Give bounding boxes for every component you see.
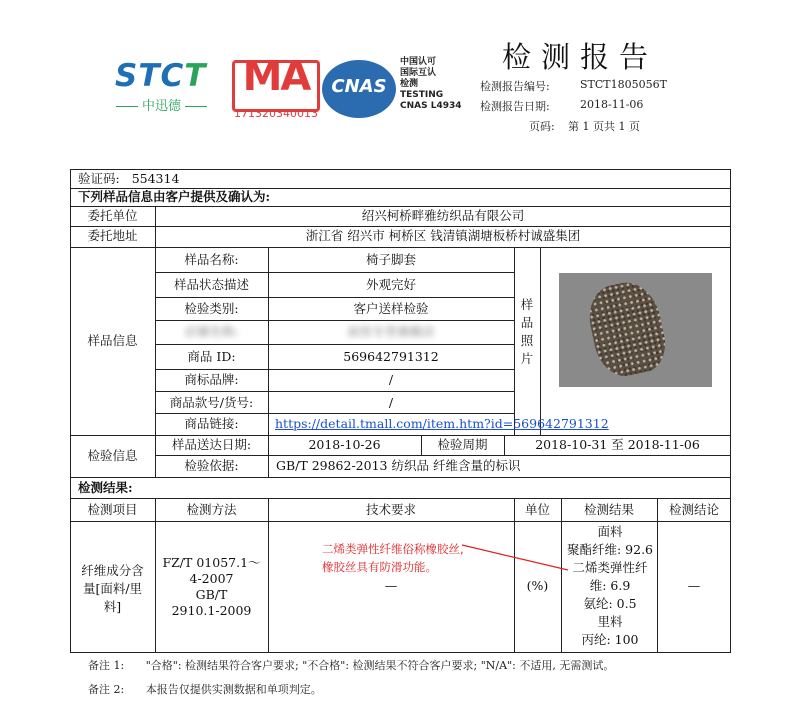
sample-field-label: 检验类别:: [184, 301, 239, 316]
result-unit: (%): [526, 578, 549, 593]
stct-logo: STCT: [115, 58, 207, 94]
cnas-info-line: 国际互认: [400, 68, 437, 78]
sample-field-label-redacted: 店铺名称:: [184, 324, 239, 339]
verify-code-row: [78, 171, 179, 187]
rule: [155, 413, 514, 414]
result-item-line: 量[面料/里: [82, 581, 143, 596]
client-label: 委托单位: [87, 208, 138, 223]
note-2-text: 本报告仅提供实测数据和单项判定。: [145, 683, 322, 696]
note-1-text: "合格": 检测结果符合客户要求; "不合格": 检测结果不符合客户要求; "N/A": 不适用, 无需测试。: [145, 659, 615, 672]
rule: [155, 391, 514, 392]
basis-value: GB/T 29862-2013 纺织品 纤维含量的标识: [276, 458, 521, 473]
sample-date: 2018-10-26: [308, 437, 381, 452]
sample-photo-label: [514, 296, 540, 368]
sample-photo-label-char: 样: [520, 297, 534, 312]
sample-field-label: 商品款号/货号:: [169, 395, 254, 410]
cnas-logo: CNAS: [331, 76, 387, 97]
sample-field-label: 样品状态描述: [173, 277, 249, 292]
report-number: STCT1805056T: [580, 78, 667, 91]
result-method-line: 2910.1-2009: [171, 603, 252, 618]
result-method-line: GB/T: [195, 587, 228, 602]
rule: [70, 477, 731, 478]
report-number-label: 检测报告编号:: [480, 80, 550, 93]
result-value-line: 丙纶: 100: [581, 632, 639, 647]
result-value-line: 聚酯纤维: 92.6: [566, 542, 654, 557]
rule: [70, 247, 731, 248]
sample-field-value: 椅子脚套: [365, 252, 416, 267]
annotation-note: [322, 540, 464, 576]
rule: [540, 247, 541, 435]
rule: [70, 498, 731, 499]
rule: [70, 226, 731, 227]
rule: [70, 435, 731, 436]
address-value: 浙江省 绍兴市 柯桥区 钱清镇湖塘板桥村诚盛集团: [305, 228, 581, 243]
page-value: 第 1 页共 1 页: [568, 120, 640, 133]
annotation-line: 橡胶丝具有防滑功能。: [322, 560, 437, 574]
report-number-row: [480, 78, 667, 94]
cnas-info: [400, 57, 462, 112]
basis-label: 检验依据:: [184, 458, 239, 473]
verify-code: 554314: [131, 171, 180, 186]
page-number-row: [529, 118, 640, 134]
rule: [268, 498, 269, 653]
result-conclusion: —: [687, 578, 701, 593]
result-value-line: 面料: [597, 524, 623, 539]
results-heading: 检测结果:: [78, 480, 133, 495]
report-date-row: [480, 98, 644, 114]
rule: [155, 344, 514, 345]
cnas-info-line: 中国认可: [400, 57, 437, 67]
verify-code-label: 验证码:: [78, 171, 120, 186]
result-method: [155, 555, 268, 619]
rule: [155, 320, 514, 321]
col-header-result: 检测结果: [583, 502, 634, 517]
sample-field-label: 商品 ID:: [187, 349, 236, 364]
result-value-line: 二烯类弹性纤: [572, 560, 648, 575]
client-provided-heading: 下列样品信息由客户提供及确认为:: [78, 189, 271, 204]
inspection-info-label: 检验信息: [87, 448, 138, 463]
col-header-requirement: 技术要求: [365, 502, 416, 517]
sample-field-value: 客户送样检验: [353, 301, 429, 316]
period-label: 检验周期: [437, 437, 488, 452]
sample-field-value: 外观完好: [365, 277, 416, 292]
sample-field-label: 商品链接:: [184, 416, 239, 431]
sample-field-value: 569642791312: [343, 349, 439, 364]
period-value: 2018-10-31 至 2018-11-06: [535, 437, 700, 452]
col-header-item: 检测项目: [87, 502, 138, 517]
result-method-line: 4-2007: [189, 571, 234, 586]
rule: [70, 206, 731, 207]
sample-field-value-redacted: 叔侄专营旗舰店: [347, 324, 435, 339]
rule: [70, 521, 731, 522]
annotation-line: 二烯类弹性纤维俗称橡胶丝,: [322, 542, 464, 556]
note-2-label: 备注 2:: [88, 683, 125, 696]
annotation-arrow-line: [460, 540, 580, 580]
report-date: 2018-11-06: [580, 98, 644, 111]
result-value-line: 维: 6.9: [589, 578, 631, 593]
result-item-line: 纤维成分含: [81, 563, 144, 578]
col-header-unit: 单位: [524, 502, 550, 517]
cnas-info-line: CNAS L4934: [400, 101, 462, 111]
result-method-line: FZ/T 01057.1～: [162, 555, 261, 570]
client-value: 绍兴柯桥畔雅纺织品有限公司: [361, 208, 525, 223]
sample-field-label: 样品名称:: [184, 252, 239, 267]
sample-photo-label-char: 照: [520, 333, 534, 348]
rule: [155, 455, 731, 456]
result-value-line: 氨纶: 0.5: [583, 596, 637, 611]
product-link[interactable]: https://detail.tmall.com/item.htm?id=569642791312: [275, 416, 609, 431]
sample-info-label: 样品信息: [87, 333, 138, 348]
sample-photo-label-char: 片: [520, 351, 534, 366]
sample-field-value: /: [388, 395, 394, 410]
sample-field-value: /: [388, 372, 394, 387]
note-1: [88, 657, 614, 673]
note-1-label: 备注 1:: [88, 659, 125, 672]
address-label: 委托地址: [87, 228, 138, 243]
cnas-info-line: 检测: [400, 79, 419, 89]
rule: [155, 297, 514, 298]
result-item-line: 料]: [103, 599, 122, 614]
report-date-label: 检测报告日期:: [480, 100, 550, 113]
report-title: 检测报告: [502, 40, 659, 74]
page-label: 页码:: [529, 120, 555, 133]
result-requirement: —: [384, 578, 398, 593]
result-value-line: 里料: [597, 614, 623, 629]
col-header-conclusion: 检测结论: [668, 502, 719, 517]
sample-date-label: 样品送达日期:: [171, 437, 252, 452]
ma-logo: MA: [242, 54, 310, 100]
stct-logo-subtitle: 中迅德: [112, 95, 211, 114]
cnas-info-line: TESTING: [400, 90, 444, 100]
result-item: [70, 562, 155, 616]
rule: [155, 272, 514, 273]
sample-field-label: 商标品牌:: [184, 372, 239, 387]
rule: [155, 369, 514, 370]
note-2: [88, 681, 322, 697]
ma-number: 171320340013: [234, 107, 318, 120]
col-header-method: 检测方法: [186, 502, 237, 517]
sample-photo-label-char: 品: [520, 315, 534, 330]
